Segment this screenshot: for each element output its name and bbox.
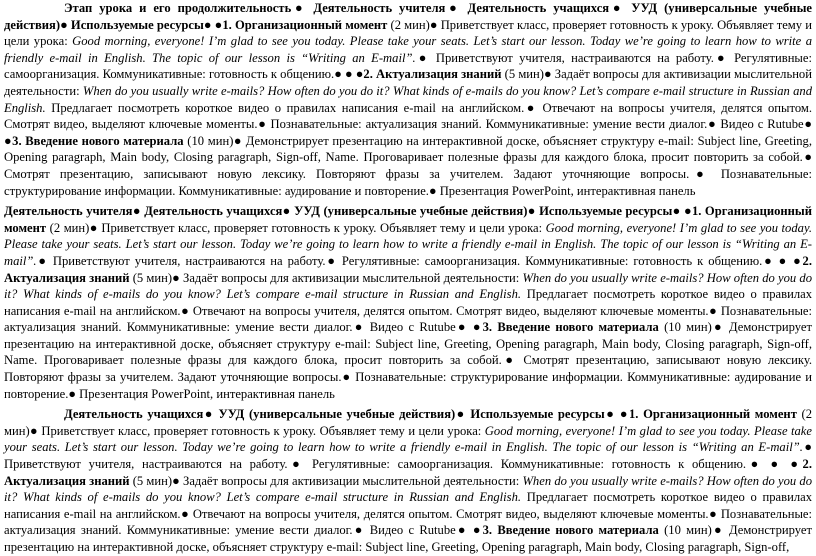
paragraph-3-segment-10: (10 мин)● Демонстрирует презентацию на интерактивной доске, объясняет структуру e-mail: Subject line, Greeting, Opening paragraph, Main body, Closing paragraph, Sign-off, <box>4 523 812 554</box>
paragraph-2-segment-10: (10 мин)● Демонстрирует презентацию на интерактивной доске, объясняет структуру e-mail: Subject line, Greeting, Opening paragraph, Main body, Closing paragraph, Sign-off, Name. Проговаривает полезные фразы для каждого блока, просит повторить за собой.● Смотрят презентацию, записывают новую лексику. Повторяют фразы за учителем. Задают уточняющие вопросы.● Познавательные: структурирование информации. Коммуникативные: аудирование и повторение.● Презентация PowerPoint, интерактивная панель <box>4 320 812 401</box>
document-body <box>4 0 812 556</box>
paragraph-3-segment-4: ● Приветствуют учителя, настраиваются на работу.● Регулятивные: самоорганизация. Коммуникативные: готовность к общению.● ● ● <box>4 440 813 472</box>
paragraph-1-segment-4: ● Приветствуют учителя, настраиваются на работу.● Регулятивные: самоорганизация. Коммуникативные: готовность к общению.● ● ● <box>4 50 812 82</box>
lesson-paragraph-1 <box>4 0 812 199</box>
paragraph-2-segment-9: ●3. Введение нового материала <box>472 320 659 335</box>
paragraph-2-segment-5: 2. Актуализация знаний <box>4 253 812 285</box>
paragraph-2-segment-4: ● Приветствуют учителя, настраиваются на работу.● Регулятивные: самоорганизация. Коммуникативные: готовность к общению.● ● ● <box>36 253 803 268</box>
paragraph-1-segment-3: Good morning, everyone! I’m glad to see you today. Please take your seats. Let’s start our lesson. Today we’re going to learn how to write a friendly e-mail in English. The topic of our lesson is “Writing an E-mail”. <box>4 34 812 65</box>
paragraph-2-segment-7: When do you usually write e-mails? How often do you do it? What kinds of e-mails do you know? Let’s compare e-mail structure in Russian and English. <box>4 270 813 302</box>
paragraph-1-segment-7: When do you usually write e-mails? How often do you do it? What kinds of e-mails do you know? Let’s compare e-mail structure in Russian and English. <box>4 83 813 115</box>
paragraph-3-segment-5: 2. Актуализация знаний <box>4 457 812 488</box>
lesson-paragraph-2 <box>4 203 812 402</box>
paragraph-1-segment-2: (2 мин)● Приветствует класс, проверяет готовность к уроку. Объявляет тему и цели урока: <box>4 17 812 49</box>
paragraph-1-segment-8: Предлагает посмотреть короткое видео о правилах написания e-mail на английском.● Отвечают на вопросы учителя, делятся опытом. Смотрят видео, выделяют ключевые моменты.● Познавательные: актуализация знаний. Коммуникативные: умение вести диалог.● Видео с Rutube● <box>4 100 812 132</box>
paragraph-1-segment-6: (5 мин)● Задаёт вопросы для активизации мыслительной деятельности: <box>4 67 812 98</box>
paragraph-2-segment-2: (2 мин)● Приветствует класс, проверяет готовность к уроку. Объявляет тему и цели урока: <box>46 220 546 235</box>
paragraph-3-segment-1: Деятельность учащихся● УУД (универсальные учебные действия)● Используемые ресурсы● ●1. Организационный момент <box>64 407 797 422</box>
paragraph-3-segment-6: (5 мин)● Задаёт вопросы для активизации мыслительной деятельности: <box>129 473 523 488</box>
paragraph-1-segment-9: ●3. Введение нового материала <box>4 133 184 148</box>
paragraph-3-segment-3: Good morning, everyone! I’m glad to see you today. Please take your seats. Let’s start our lesson. Today we’re going to learn how to write a friendly e-mail in English. The topic of our lesson is “Writing an E-mail”. <box>4 423 812 455</box>
paragraph-3-segment-8: Предлагает посмотреть короткое видео о правилах написания e-mail на английском.● Отвечают на вопросы учителя, делятся опытом. Смотрят видео, выделяют ключевые моменты.● Познавательные: актуализация знаний. Коммуникативные: умение вести диалог.● Видео с Rutube● <box>4 490 812 538</box>
paragraph-1-segment-1: Этап урока и его продолжительность● Деятельность учителя● Деятельность учащихся● УУД (универсальные учебные действия)● Используемые ресурсы● ●1. Организационный момент <box>4 1 812 32</box>
paragraph-2-segment-6: (5 мин)● Задаёт вопросы для активизации мыслительной деятельности: <box>129 270 523 285</box>
paragraph-2-segment-3: Good morning, everyone! I’m glad to see you today. Please take your seats. Let’s start our lesson. Today we’re going to learn how to write a friendly e-mail in English. The topic of our lesson is “Writing an E-mail”. <box>4 220 812 268</box>
paragraph-3-segment-2: (2 мин)● Приветствует класс, проверяет готовность к уроку. Объявляет тему и цели урока: <box>4 407 813 438</box>
paragraph-3-segment-9: ●3. Введение нового материала <box>472 523 659 538</box>
paragraph-2-segment-8: Предлагает посмотреть короткое видео о правилах написания e-mail на английском.● Отвечают на вопросы учителя, делятся опытом. Смотрят видео, выделяют ключевые моменты.● Познавательные: актуализация знаний. Коммуникативные: умение вести диалог.● Видео с Rutube● <box>4 287 812 335</box>
paragraph-2-segment-1: Деятельность учителя● Деятельность учащихся● УУД (универсальные учебные действия)● Используемые ресурсы● ●1. Организационный момент <box>4 204 812 235</box>
lesson-paragraph-3 <box>4 406 812 555</box>
paragraph-1-segment-5: 2. Актуализация знаний <box>363 67 502 82</box>
paragraph-3-segment-7: When do you usually write e-mails? How often do you do it? What kinds of e-mails do you know? Let’s compare e-mail structure in Russian and English. <box>4 473 813 505</box>
paragraph-1-segment-10: (10 мин)● Демонстрирует презентацию на интерактивной доске, объясняет структуру e-mail: Subject line, Greeting, Opening paragraph, Main body, Closing paragraph, Sign-off, Name. Проговаривает полезные фразы для каждого блока, просит повторить за собой.● Смотрят презентацию, записывают новую лексику. Повторяют фразы за учителем. Задают уточняющие вопросы.● Познавательные: структурирование информации. Коммуникативные: аудирование и повторение.● Презентация PowerPoint, интерактивная панель <box>4 133 812 198</box>
